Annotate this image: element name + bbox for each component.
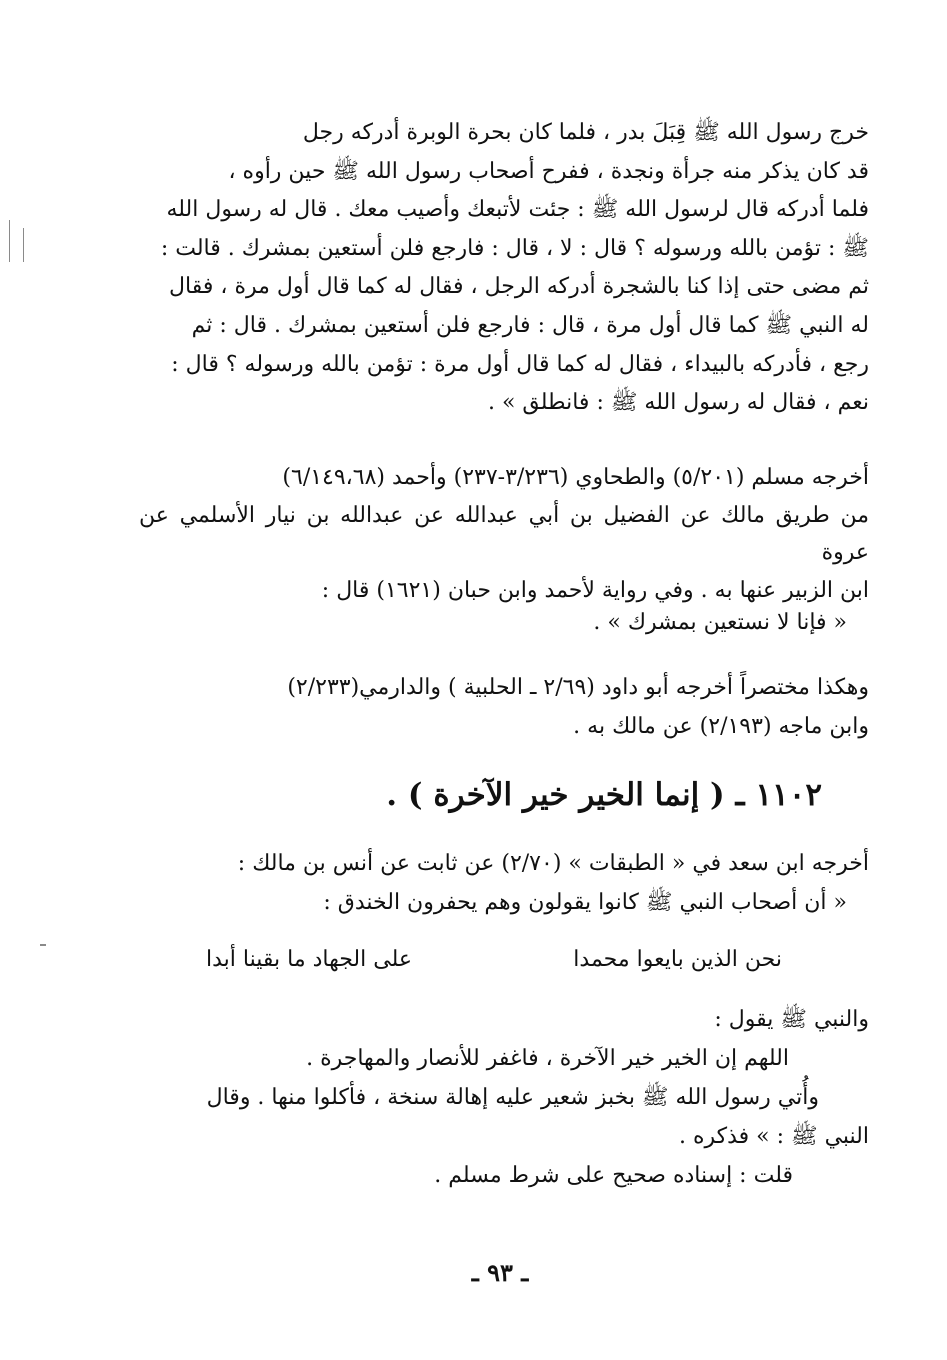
text-line: أخرجه ابن سعد في « الطبقات » (٢/٧٠) عن ثابت عن أنس بن مالك : (237, 851, 869, 876)
hadith-heading: ١١٠٢ ـ ( إنما الخير خير الآخرة ) . (386, 777, 822, 813)
page-number: ـ ٩٣ ـ (471, 1258, 529, 1287)
text-line: نعم ، فقال له رسول الله ﷺ : فانطلق » . (487, 390, 869, 416)
section-intro (139, 845, 869, 922)
text-line: « فإنا لا نستعين بمشرك » . (593, 610, 847, 635)
text-line: أخرجه مسلم (٥/٢٠١) والطحاوي (٣/٢٣٦-٢٣٧) وأحمد (٦/١٤٩،٦٨) (282, 465, 869, 490)
text-line: رجع ، فأدركه بالبيداء ، فقال له كما قال أول مرة : تؤمن بالله ورسوله ؟ قال : (171, 351, 869, 377)
text-line: وأُتي رسول الله ﷺ بخبز شعير عليه إهالة سنخة ، فأكلوا منها . وقال (206, 1085, 819, 1110)
hadith-text-paragraph (139, 114, 869, 423)
text-line: النبي ﷺ : » فذكره . (678, 1124, 869, 1149)
verse-first-hemistich: نحن الذين بايعوا محمدا (573, 947, 782, 972)
scan-margin-mark (40, 944, 46, 946)
quoted-narration (117, 604, 847, 643)
text-line: والنبي ﷺ يقول : (714, 1007, 869, 1032)
scan-margin-mark (9, 220, 10, 262)
section-continuation (139, 1000, 869, 1195)
text-line: وهكذا مختصراً أخرجه أبو داود (٢/٦٩ ـ الحلبية ) والدارمي(٢/٢٣٣) (287, 675, 869, 700)
scan-margin-mark (23, 228, 24, 262)
takhrij-paragraph-2 (139, 668, 869, 746)
takhrij-paragraph (139, 459, 869, 609)
text-line: وابن ماجه (٢/١٩٣) عن مالك به . (573, 714, 869, 739)
text-line: ابن الزبير عنها به . وفي رواية لأحمد وابن حبان (١٦٢١) قال : (321, 577, 869, 603)
verse-second-hemistich: على الجهاد ما بقينا أبدا (206, 947, 412, 972)
text-line: خرج رسول الله ﷺ قِبَلَ بدر ، فلما كان بحرة الوبرة أدركه رجل (302, 120, 869, 145)
text-line: ثم مضى حتى إذا كنا بالشجرة أدركه الرجل ، فقال له كما قال أول مرة ، فقال (169, 274, 869, 300)
poetry-verse (162, 940, 782, 980)
text-line: اللهم إن الخير خير الآخرة ، فاغفر للأنصار والمهاجرة . (306, 1046, 789, 1071)
text-line: قد كان يذكر منه جرأة ونجدة ، ففرح أصحاب رسول الله ﷺ حين رأوه ، (228, 158, 869, 184)
text-line: قلت : إسناده صحيح على شرط مسلم . (434, 1163, 793, 1188)
text-line: له النبي ﷺ كما قال أول مرة ، قال : فارجع فلن أستعين بمشرك . قال : ثم (191, 312, 869, 338)
text-line: « أن أصحاب النبي ﷺ كانوا يقولون وهم يحفرون الخندق : (323, 889, 847, 915)
text-line: ﷺ : تؤمن بالله ورسوله ؟ قال : لا ، قال : فارجع فلن أستعين بمشرك . قالت : (160, 235, 869, 261)
text-line: من طريق مالك عن الفضيل بن أبي عبدالله عن عبدالله بن نيار الأسلمي عن عروة (139, 502, 869, 565)
text-line: فلما أدركه قال لرسول الله ﷺ : جئت لأتبعك وأصيب معك . قال له رسول الله (166, 197, 869, 223)
